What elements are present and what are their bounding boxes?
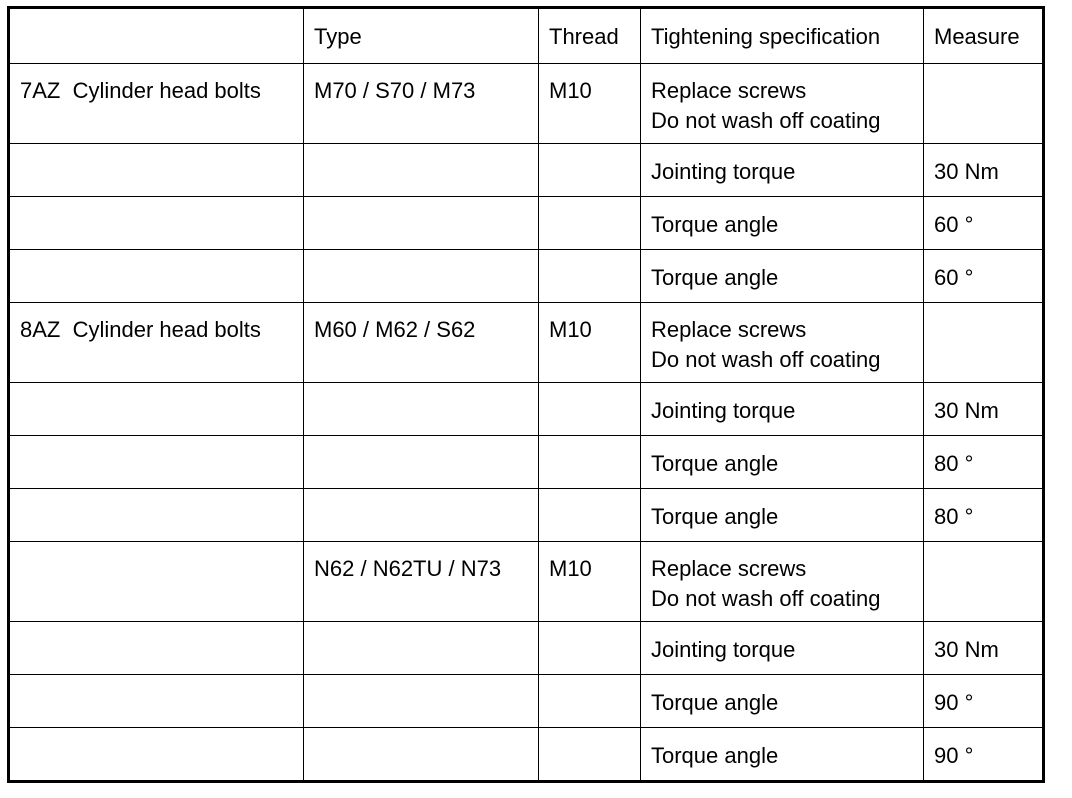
table-row — [9, 728, 1044, 782]
spec-cell — [641, 64, 924, 144]
spec-cell: Torque angle — [641, 250, 924, 303]
table-row — [9, 303, 1044, 383]
thread-cell: M10 — [539, 542, 641, 622]
type-cell: M70 / S70 / M73 — [304, 64, 539, 144]
spec-line: Do not wash off coating — [651, 347, 881, 372]
table-row — [9, 197, 1044, 250]
spec-cell: Torque angle — [641, 197, 924, 250]
tightening-spec-table — [7, 6, 1045, 783]
measure-cell: 80 ° — [924, 489, 1044, 542]
measure-cell — [924, 303, 1044, 383]
spec-cell: Torque angle — [641, 489, 924, 542]
measure-cell: 90 ° — [924, 675, 1044, 728]
measure-cell: 80 ° — [924, 436, 1044, 489]
measure-cell: 60 ° — [924, 197, 1044, 250]
spec-cell: Torque angle — [641, 675, 924, 728]
type-cell: M60 / M62 / S62 — [304, 303, 539, 383]
table-row — [9, 250, 1044, 303]
table-row — [9, 489, 1044, 542]
spec-cell: Jointing torque — [641, 144, 924, 197]
table-row — [9, 542, 1044, 622]
thread-cell: M10 — [539, 303, 641, 383]
measure-cell: 30 Nm — [924, 622, 1044, 675]
table-row — [9, 675, 1044, 728]
thread-cell: M10 — [539, 64, 641, 144]
header-thread: Thread — [539, 8, 641, 64]
type-cell: N62 / N62TU / N73 — [304, 542, 539, 622]
table-row — [9, 436, 1044, 489]
header-type: Type — [304, 8, 539, 64]
header-measure: Measure — [924, 8, 1044, 64]
table-row — [9, 383, 1044, 436]
table-row — [9, 622, 1044, 675]
spec-cell — [641, 303, 924, 383]
row-label: 8AZ Cylinder head bolts — [9, 303, 304, 383]
spec-cell: Torque angle — [641, 436, 924, 489]
measure-cell: 30 Nm — [924, 383, 1044, 436]
spec-cell — [641, 542, 924, 622]
spec-line: Do not wash off coating — [651, 586, 881, 611]
spec-line: Do not wash off coating — [651, 108, 881, 133]
table-row — [9, 144, 1044, 197]
spec-cell: Jointing torque — [641, 622, 924, 675]
spec-line: Replace screws — [651, 78, 807, 103]
measure-cell: 90 ° — [924, 728, 1044, 782]
table-row — [9, 64, 1044, 144]
row-label: 7AZ Cylinder head bolts — [9, 64, 304, 144]
table-header-row — [9, 8, 1044, 64]
measure-cell — [924, 64, 1044, 144]
row-label — [9, 542, 304, 622]
spec-cell: Jointing torque — [641, 383, 924, 436]
spec-line: Replace screws — [651, 556, 807, 581]
measure-cell — [924, 542, 1044, 622]
measure-cell: 30 Nm — [924, 144, 1044, 197]
header-spec: Tightening specification — [641, 8, 924, 64]
spec-cell: Torque angle — [641, 728, 924, 782]
spec-line: Replace screws — [651, 317, 807, 342]
header-label-cell — [9, 8, 304, 64]
measure-cell: 60 ° — [924, 250, 1044, 303]
